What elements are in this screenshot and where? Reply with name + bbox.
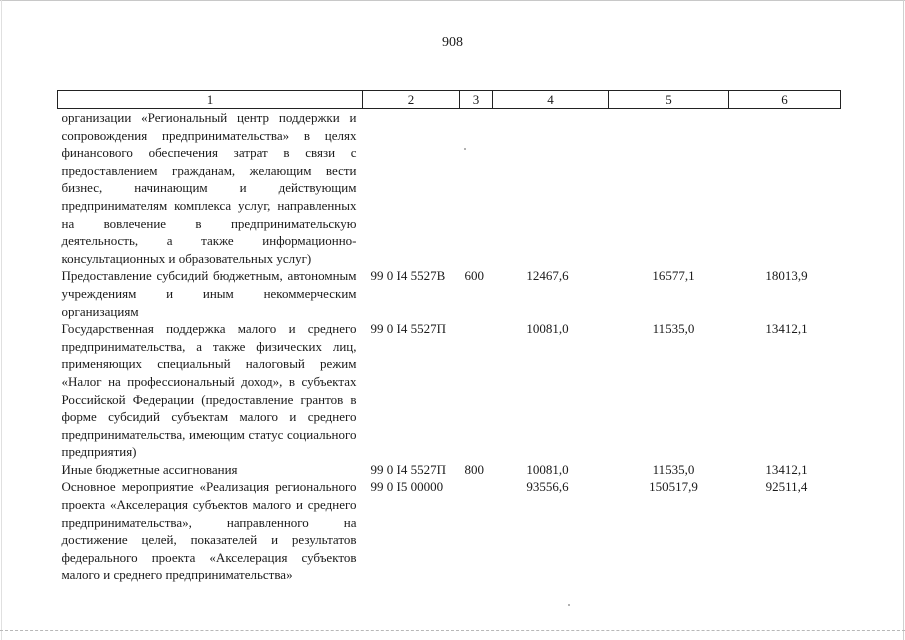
row-value-year-1: 93556,6 bbox=[526, 479, 569, 495]
table-row bbox=[58, 478, 841, 584]
row-value-year-3: 92511,4 bbox=[765, 479, 808, 495]
row-description: Основное мероприятие «Реализация регионального проекта «Акселерация субъектов малого и среднего предпринимательства», направленного на достижение целей, показателей и результатов федерального проекта «Акселерация субъектов малого и среднего предпринимательства» bbox=[61, 479, 357, 583]
row-description: Предоставление субсидий бюджетным, автономным учреждениям и иным некоммерческим организациям bbox=[61, 268, 357, 319]
table-row bbox=[58, 320, 841, 461]
row-expense-type bbox=[460, 109, 493, 268]
column-header-year-2: 5 bbox=[609, 91, 729, 109]
page-number: 908 bbox=[442, 35, 463, 50]
row-value-year-3: 18013,9 bbox=[765, 268, 808, 284]
row-value-year-2: 16577,1 bbox=[652, 268, 695, 284]
row-description: организации «Региональный центр поддержки и сопровождения предпринимательства» в целях финансового обеспечения затрат в связи с предоставлением гражданам, желающим вести бизнес, начинающим и действующим предпринимателям комплекса услуг, направленных на вовлечение в предпринимательскую деятельность, а также информационно-консультационных и образовательных услуг) bbox=[61, 110, 357, 266]
row-expense-type bbox=[460, 320, 493, 461]
row-value-year-1: 10081,0 bbox=[526, 321, 569, 337]
scan-speck bbox=[464, 148, 466, 150]
row-expense-type bbox=[460, 478, 493, 584]
column-header-year-1: 4 bbox=[493, 91, 609, 109]
page-edge-bottom bbox=[0, 630, 905, 631]
row-value-year-2: 11535,0 bbox=[652, 461, 695, 477]
table-header-row bbox=[58, 91, 841, 109]
row-value-year-3 bbox=[729, 109, 841, 268]
row-code: 99 0 I4 5527В bbox=[370, 268, 446, 284]
column-header-expense-type: 3 bbox=[460, 91, 493, 109]
row-code: 99 0 I5 00000 bbox=[370, 479, 444, 495]
row-expense-type: 600 bbox=[464, 268, 484, 284]
row-value-year-1 bbox=[493, 109, 609, 268]
table-row bbox=[58, 109, 841, 268]
page-edge-right bbox=[903, 0, 904, 640]
row-description: Государственная поддержка малого и среднего предпринимательства, а также физических лиц, применяющих специальный налоговый режим «Налог на профессиональный доход», в субъектах Российской Федерации (предоставление грантов в форме субсидий субъектам малого и среднего предпринимательства, имеющим статус социального предприятия) bbox=[61, 321, 357, 460]
table-row bbox=[58, 461, 841, 479]
budget-table bbox=[57, 90, 841, 584]
row-code: 99 0 I4 5527П bbox=[370, 321, 446, 337]
scan-speck bbox=[568, 604, 570, 606]
column-header-description: 1 bbox=[58, 91, 363, 109]
row-expense-type: 800 bbox=[464, 461, 484, 477]
row-value-year-2 bbox=[609, 109, 729, 268]
row-value-year-2: 150517,9 bbox=[649, 479, 698, 495]
column-header-code: 2 bbox=[363, 91, 460, 109]
row-value-year-1: 12467,6 bbox=[526, 268, 569, 284]
row-code bbox=[363, 109, 460, 268]
row-value-year-2: 11535,0 bbox=[652, 321, 695, 337]
row-value-year-3: 13412,1 bbox=[765, 321, 808, 337]
column-header-year-3: 6 bbox=[729, 91, 841, 109]
row-code: 99 0 I4 5527П bbox=[370, 461, 446, 477]
row-value-year-3: 13412,1 bbox=[765, 461, 808, 477]
page-edge-top bbox=[0, 0, 905, 1]
table-row bbox=[58, 267, 841, 320]
row-description: Иные бюджетные ассигнования bbox=[61, 461, 238, 477]
row-value-year-1: 10081,0 bbox=[526, 461, 569, 477]
page-edge-left bbox=[1, 0, 2, 640]
